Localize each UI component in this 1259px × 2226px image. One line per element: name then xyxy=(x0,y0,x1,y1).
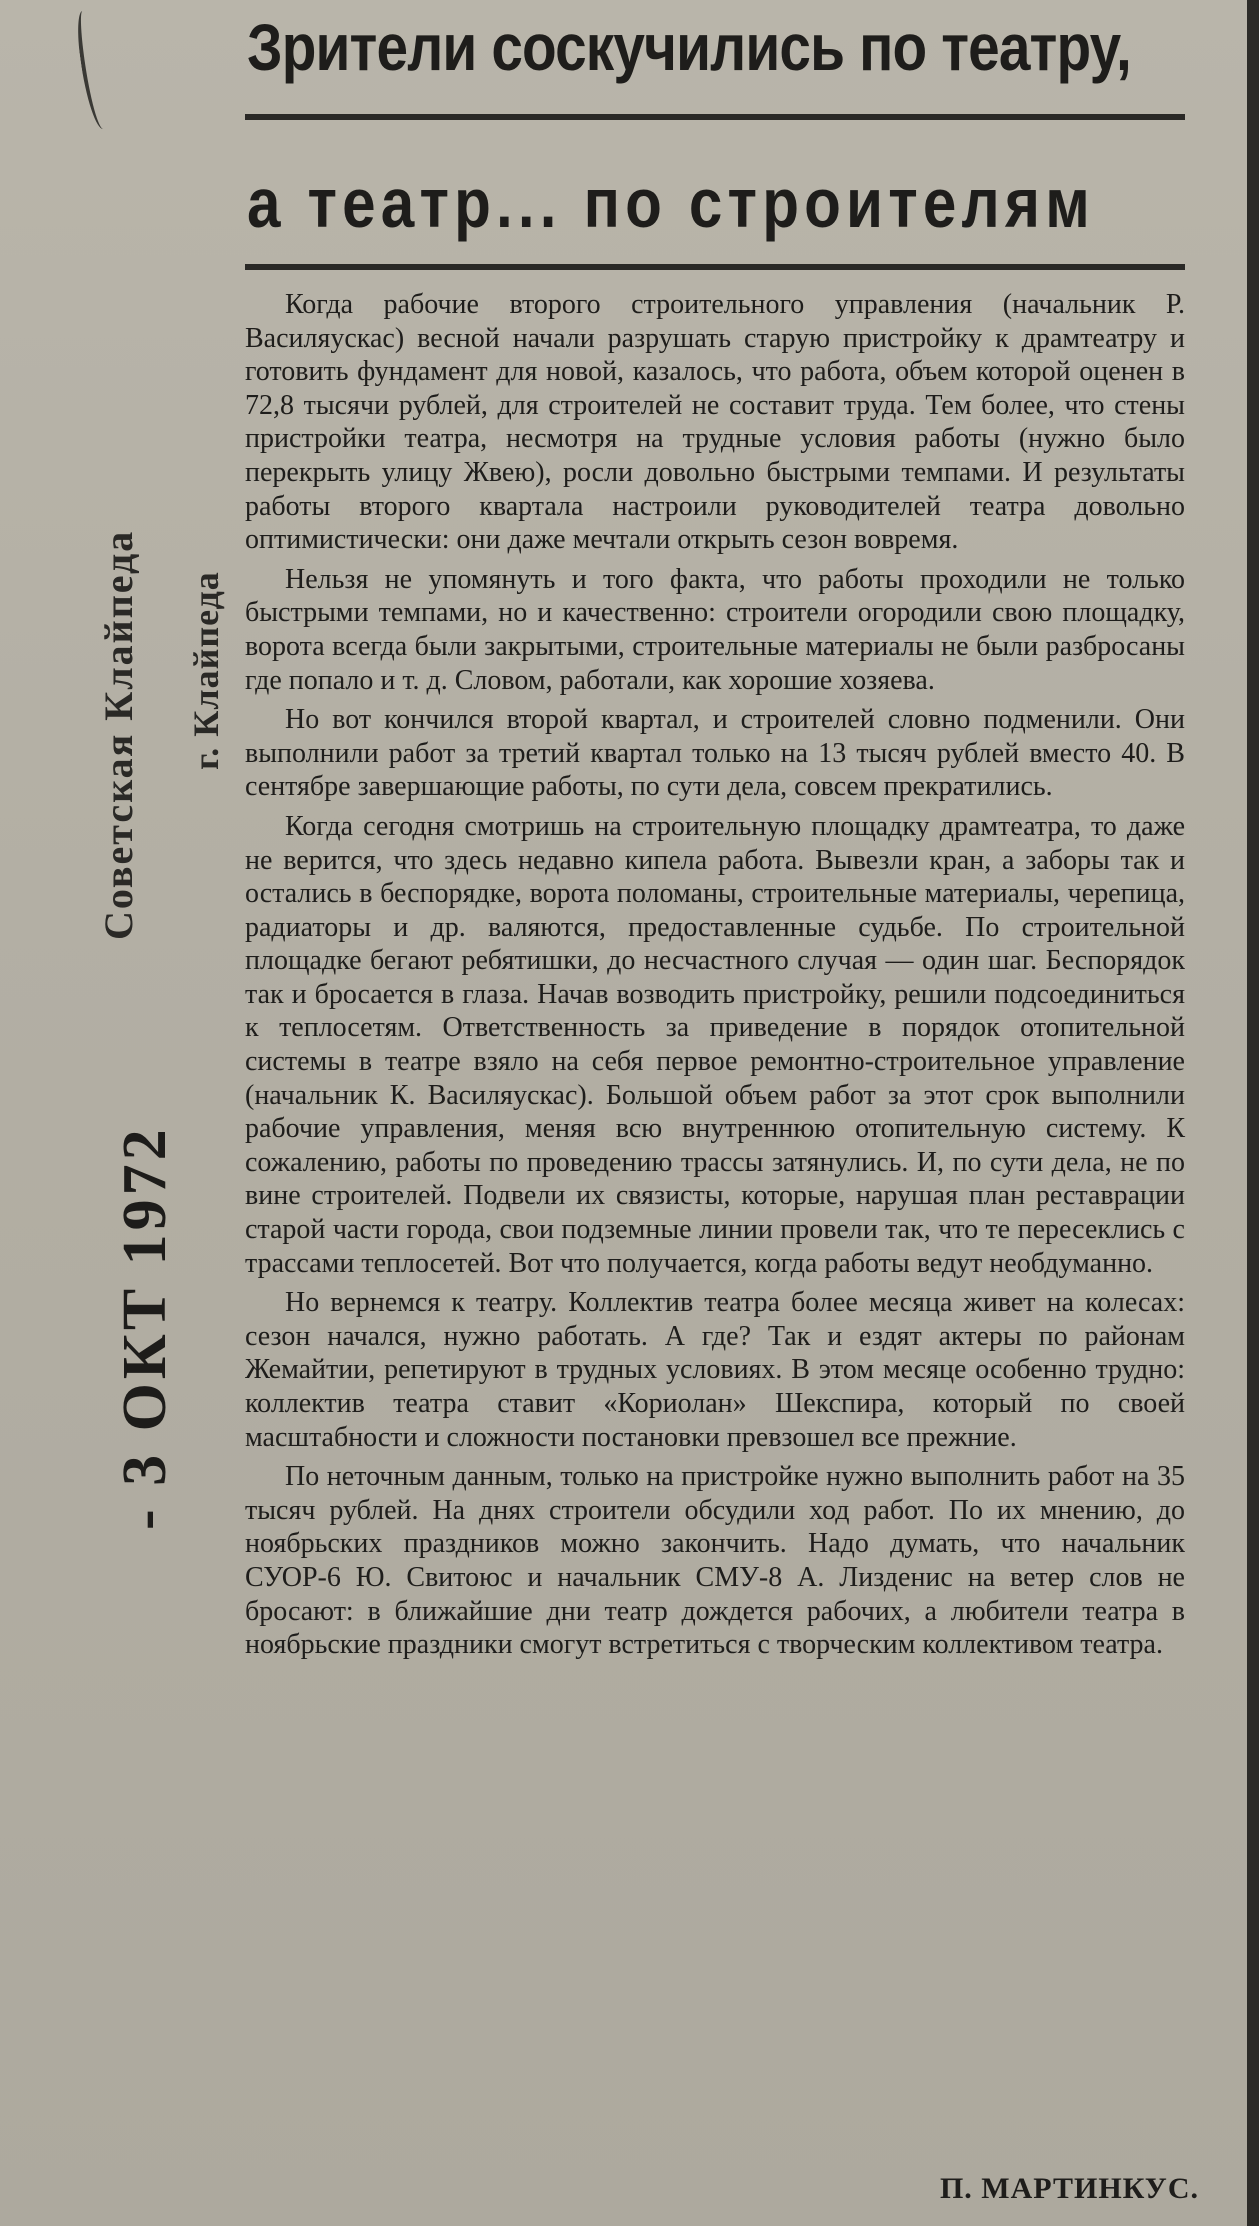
paragraph: Когда рабочие второго строительного управления (начальник Р. Василяускас) весной начали разрушать старую пристройку к драмтеатру и готовить фундамент для новой, казалось, что работа, объем которой оценен в 72,8 тысячи рублей, для строителей не составит труда. Тем более, что стены пристройки театра, несмотря на трудные условия работы (нужно было перекрыть улицу Жвею), росли довольно быстрыми темпами. И результаты работы второго квартала настроили руководителей театра довольно оптимистически: они даже мечтали открыть сезон вовремя. xyxy=(245,289,1185,556)
newspaper-name-stamp: Советская Клайпеда xyxy=(96,529,141,940)
paragraph: Нельзя не упомянуть и того факта, что работы проходили не только быстрыми темпами, но и качественно: строители огородили свою площадку, ворота всегда были закрытыми, строительные материалы не были разбросаны где попало и т. д. Словом, работали, как хорошие хозяева. xyxy=(245,563,1185,696)
article-body xyxy=(245,288,1185,1668)
paragraph: Когда сегодня смотришь на строительную площадку драмтеатра, то даже не верится, что здесь недавно кипела работа. Вывезли кран, а заборы так и остались в беспорядке, ворота поломаны, строительные материалы, черепица, радиаторы и др. валяются, предоставленные судьбе. По строительной площадке бегают ребятишки, до несчастного случая — один шаг. Беспорядок так и бросается в глаза. Начав возводить пристройку, решили подсоединиться к теплосетям. Ответственность за приведение в порядок отопительной системы в театре взяло на себя первое ремонтно-строительное управление (начальник К. Василяускас). Большой объем работ за этот срок выполнили рабочие управления, меняя всю внутреннюю отопительную систему. К сожалению, работы по проведению трассы затянулись. И, по сути дела, не по вине строителей. Подвели их связисты, которые, нарушая план реставрации старой части города, свои подземные линии провели так, что те пересеклись с трассами теплосетей. Вот что получается, когда работы ведут необдуманно. xyxy=(245,810,1185,1279)
headline-line-1: Зрители соскучились по театру, xyxy=(247,10,1131,84)
handwritten-mark xyxy=(74,9,112,131)
paragraph: По неточным данным, только на пристройке нужно выполнить работ на 35 тысяч рублей. На днях строители обсудили ход работ. По их мнению, до ноябрьских праздников можно закончить. Надо думать, что начальник СУОР-6 Ю. Свитоюс и начальник СМУ-8 А. Лизденис на ветер слов не бросают: в ближайшие дни театр дождется рабочих, а любители театра в ноябрьские праздники смогут встретиться с творческим коллективом театра. xyxy=(245,1461,1185,1661)
headline-line-2: а театр... по строителям xyxy=(247,164,1095,242)
headline-rule-top xyxy=(245,114,1185,120)
date-stamp: - 3 ОКТ 1972 xyxy=(111,1125,179,1530)
paragraph: Но вот кончился второй квартал, и строителей словно подменили. Они выполнили работ за третий квартал только на 13 тысяч рублей вместо 40. В сентябре завершающие работы, по сути дела, совсем прекратились. xyxy=(245,704,1185,803)
paragraph: Но вернемся к театру. Коллектив театра более месяца живет на колесах: сезон начался, нужно работать. А где? Так и ездят актеры по районам Жемайтии, репетируют в трудных условиях. В этом месяце особенно трудно: коллектив театра ставит «Кориолан» Шекспира, который по своей масштабности и сложности постановки превзошел все прежние. xyxy=(245,1287,1185,1453)
city-stamp: г. Клайпеда xyxy=(186,571,226,770)
author-signature: П. МАРТИНКУС. xyxy=(939,2172,1199,2205)
scan-edge xyxy=(1247,0,1259,2226)
headline-rule-bottom xyxy=(245,264,1185,270)
